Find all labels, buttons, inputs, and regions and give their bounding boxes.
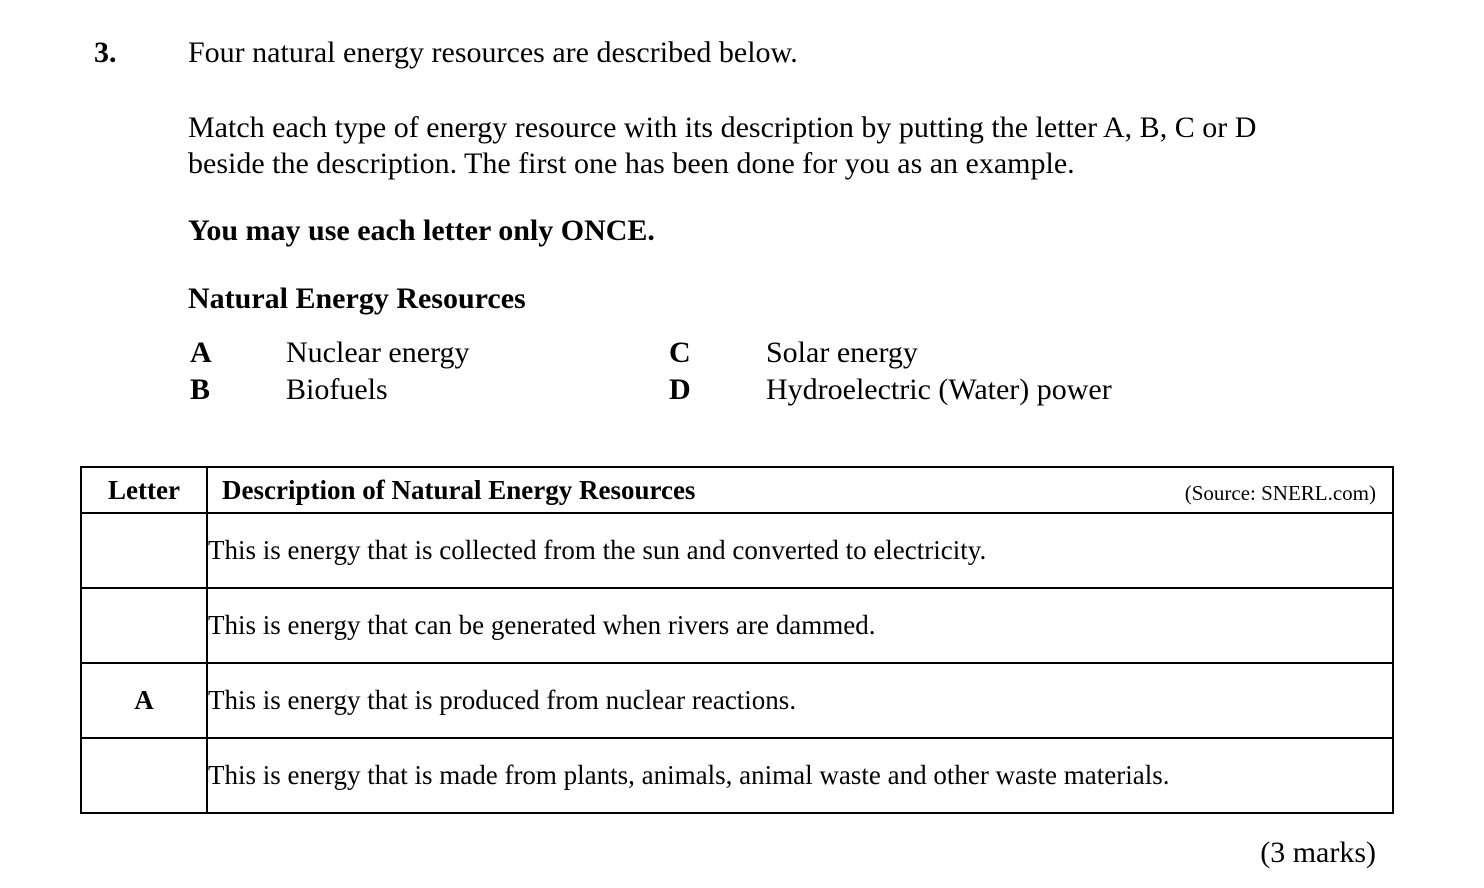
answer-cell[interactable]	[81, 513, 207, 588]
matching-table	[80, 466, 1394, 814]
marks-label: (3 marks)	[1260, 836, 1376, 869]
description-cell: This is energy that can be generated when rivers are dammed.	[207, 588, 1393, 663]
answer-cell[interactable]	[81, 738, 207, 813]
resource-name-a: Nuclear energy	[286, 336, 470, 369]
resource-name-c: Solar energy	[766, 336, 918, 369]
header-description: Description of Natural Energy Resources	[222, 474, 696, 505]
resource-letter-c: C	[669, 336, 691, 369]
resource-letter-d: D	[669, 373, 691, 406]
table-row	[81, 738, 1393, 813]
resources-heading: Natural Energy Resources	[188, 282, 526, 315]
rule-text: You may use each letter only ONCE.	[188, 214, 655, 247]
header-letter: Letter	[81, 467, 207, 513]
description-cell: This is energy that is collected from the sun and converted to electricity.	[207, 513, 1393, 588]
description-cell: This is energy that is made from plants, animals, animal waste and other waste materials.	[207, 738, 1393, 813]
resource-letter-a: A	[190, 336, 212, 369]
question-number: 3.	[94, 36, 117, 69]
table-row	[81, 513, 1393, 588]
question-intro: Four natural energy resources are described below.	[188, 36, 798, 69]
source-credit: (Source: SNERL.com)	[1184, 480, 1376, 505]
resource-name-b: Biofuels	[286, 373, 388, 406]
description-cell: This is energy that is produced from nuclear reactions.	[207, 663, 1393, 738]
instruction-line-2: beside the description. The first one has been done for you as an example.	[188, 147, 1075, 180]
header-description-cell	[207, 467, 1393, 513]
table-header-row	[81, 467, 1393, 513]
resource-letter-b: B	[190, 373, 211, 406]
table-row	[81, 588, 1393, 663]
resource-name-d: Hydroelectric (Water) power	[766, 373, 1112, 406]
instruction-line-1: Match each type of energy resource with its description by putting the letter A, B, C or D	[188, 111, 1257, 144]
instruction-text	[188, 110, 1256, 182]
answer-cell[interactable]	[81, 588, 207, 663]
table-row	[81, 663, 1393, 738]
answer-cell-example: A	[81, 663, 207, 738]
